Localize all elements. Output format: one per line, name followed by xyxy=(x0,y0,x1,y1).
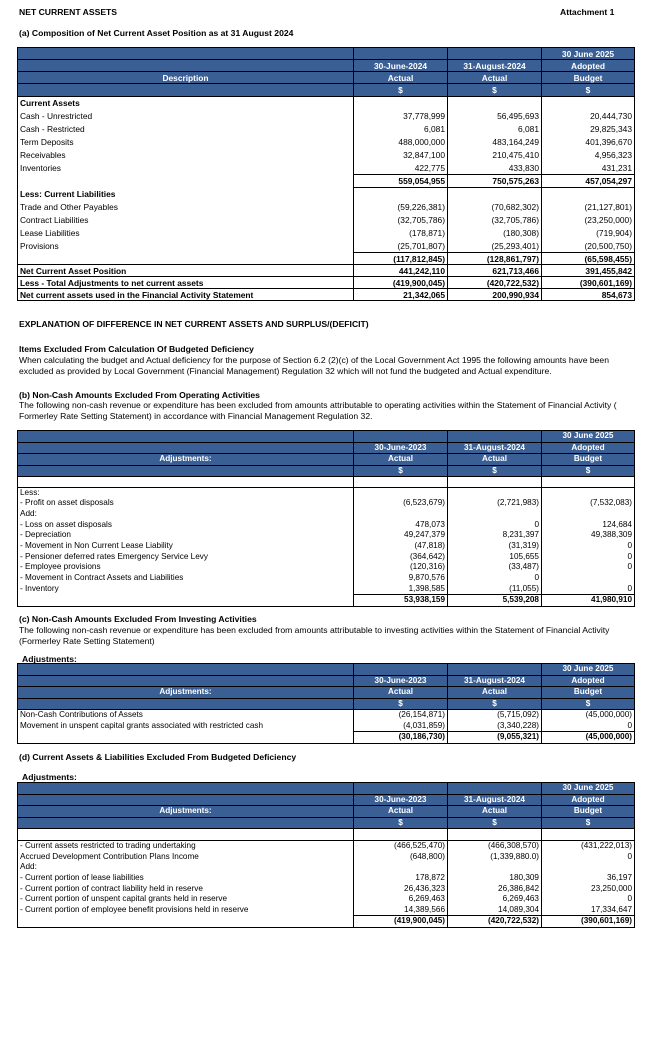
summary-row: Net Current Asset Position 441,242,110 621,713,466 391,455,842 xyxy=(18,265,635,277)
col-3-budget: Budget xyxy=(542,72,635,84)
table-row: - Profit on asset disposals (6,523,679) (2,721,983) (7,532,083) xyxy=(18,498,635,509)
operating-adjustments-table: 30 June 2025 30-June-2023 31-August-2024 Adopted Adjustments: Actual Actual Budget $ $ $ Less: - Profit on asset disposals (6,523,679) (2,721,983) (7,532,083) Add: - Loss on asset disposals 478,073 0 124,684 - Depreciation 49,247,379 8,231,397 49,388,309 - Movement in Non Current Lease Liability (47,818) (31,319) 0 - Pensioner deferred rates Emergency Service Levy (364,642) 105,655 0 - Employee provisions (120,316) (33,487) 0 - Movement in Contract Assets and Liabilities 9,870,576 0 - Inventory 1,398,585 (11,055) 0 53,938,159 5,539,208 41,980,910 xyxy=(17,430,635,607)
table-row: Cash - Unrestricted 37,778,999 56,495,693 20,444,730 xyxy=(18,110,635,123)
section-d-title: (d) Current Assets & Liabilities Excluded From Budgeted Deficiency xyxy=(19,752,297,762)
subtotal-row: 559,054,955 750,575,263 457,054,297 xyxy=(18,175,635,188)
table-row: Term Deposits 488,000,000 483,164,249 401,396,670 xyxy=(18,136,635,149)
investing-adjustments-table: 30 June 2025 30-June-2023 31-August-2024 Adopted Adjustments: Actual Actual Budget $ $ $ Non-Cash Contributions of Assets (26,154,871) (5,715,092) (45,000,000) Movement in unspent capital grants associated with restricted cash (4,031,859) (3,340,228) 0 (30,186,730) (9,055,321) (45,000,000) xyxy=(17,663,635,744)
table-row: Provisions (25,701,807) (25,293,401) (20,500,750) xyxy=(18,240,635,253)
subtotal-row: (117,812,845) (128,861,797) (65,598,455) xyxy=(18,253,635,265)
col-3-adopted: Adopted xyxy=(542,60,635,72)
table-row: - Inventory 1,398,585 (11,055) 0 xyxy=(18,584,635,595)
summary-row: Less - Total Adjustments to net current assets (419,900,045) (420,722,532) (390,601,169) xyxy=(18,277,635,289)
table-row: Cash - Restricted 6,081 6,081 29,825,343 xyxy=(18,123,635,136)
col-1-date: 30-June-2024 xyxy=(354,60,448,72)
excluded-assets-liabilities-table: 30 June 2025 30-June-2023 31-August-2024 Adopted Adjustments: Actual Actual Budget $ $ $ - Current assets restricted to trading undertaking (466,525,470) (466,308,570) (431,222,013) Accrued Development Contribution Plans Income (648,800) (1,339,880.0) 0 Add: - Current portion of lease liabilities 178,872 180,309 36,197 - Current portion of contract liability held in reserve 26,436,323 26,386,842 23,250,000 - Current portion of unspent capital grants held in reserve 6,269,463 6,269,463 0 - Current portion of employee benefit provisions held in reserve 14,389,566 14,089,304 17,334,647 (419,900,045) (420,722,532) (390,601,169) xyxy=(17,782,635,928)
page-title: NET CURRENT ASSETS xyxy=(19,7,118,17)
table-row: - Employee provisions (120,316) (33,487) 0 xyxy=(18,562,635,573)
col-3-unit: $ xyxy=(542,84,635,97)
section-b-title: (b) Non-Cash Amounts Excluded From Operating Activities xyxy=(19,390,260,400)
table-row: Trade and Other Payables (59,226,381) (70,682,302) (21,127,801) xyxy=(18,201,635,214)
explanation-heading: EXPLANATION OF DIFFERENCE IN NET CURRENT ASSETS AND SURPLUS/(DEFICIT) xyxy=(19,319,369,329)
total-row: (419,900,045) (420,722,532) (390,601,169) xyxy=(18,916,635,928)
col-2-unit: $ xyxy=(448,84,542,97)
total-row: 53,938,159 5,539,208 41,980,910 xyxy=(18,595,635,607)
summary-row: Net current assets used in the Financial Activity Statement 21,342,065 200,990,934 854,673 xyxy=(18,289,635,301)
table-row: - Current portion of employee benefit provisions held in reserve 14,389,566 14,089,304 17,334,647 xyxy=(18,905,635,916)
table-row: - Current assets restricted to trading undertaking (466,525,470) (466,308,570) (431,222,013) xyxy=(18,841,635,852)
table-row: - Movement in Contract Assets and Liabilities 9,870,576 0 xyxy=(18,573,635,584)
table-row: - Pensioner deferred rates Emergency Service Levy (364,642) 105,655 0 xyxy=(18,552,635,563)
table-row: Movement in unspent capital grants associated with restricted cash (4,031,859) (3,340,228) 0 xyxy=(18,721,635,732)
col-description: Description xyxy=(18,72,354,84)
table-row: Contract Liabilities (32,705,786) (32,705,786) (23,250,000) xyxy=(18,214,635,227)
col-2-actual: Actual xyxy=(448,72,542,84)
section-c-text: The following non-cash revenue or expenditure has been excluded from amounts attributable to investing activities within the Statement of Financial Activity (Formerley Rate Setting Statement) xyxy=(19,625,610,646)
table-row: - Loss on asset disposals 478,073 0 124,684 xyxy=(18,520,635,531)
table-row: - Current portion of unspent capital grants held in reserve 6,269,463 6,269,463 0 xyxy=(18,894,635,905)
col-2-date: 31-August-2024 xyxy=(448,60,542,72)
table-row: - Current portion of lease liabilities 178,872 180,309 36,197 xyxy=(18,873,635,884)
items-excluded-title: Items Excluded From Calculation Of Budgeted Deficiency xyxy=(19,344,254,354)
section-b-text: The following non-cash revenue or expenditure has been excluded from amounts attributable to operating activities within the Statement of Financial Activity ( Formerley Rate Setting Statement) in accordance with Financial Management Regulation 32. xyxy=(19,400,617,421)
col-budget-year: 30 June 2025 xyxy=(542,48,635,60)
row-label: Current Assets xyxy=(18,97,354,110)
attachment-label: Attachment 1 xyxy=(560,7,615,17)
table-row: Lease Liabilities (178,871) (180,308) (719,904) xyxy=(18,227,635,240)
table-row: - Movement in Non Current Lease Liability (47,818) (31,319) 0 xyxy=(18,541,635,552)
col-1-actual: Actual xyxy=(354,72,448,84)
section-c-title: (c) Non-Cash Amounts Excluded From Investing Activities xyxy=(19,614,257,624)
section-d-adjustments-label: Adjustments: xyxy=(22,772,77,782)
section-a-title: (a) Composition of Net Current Asset Position as at 31 August 2024 xyxy=(19,28,294,38)
table-row: Receivables 32,847,100 210,475,410 4,956,323 xyxy=(18,149,635,162)
total-row: (30,186,730) (9,055,321) (45,000,000) xyxy=(18,732,635,744)
table-row: Accrued Development Contribution Plans Income (648,800) (1,339,880.0) 0 xyxy=(18,852,635,863)
items-excluded-text: When calculating the budget and Actual deficiency for the purpose of Section 6.2 (2)(c) of the Local Government Act 1995 the following amounts have been excluded as provided by Local Government (Financial Management) Regulation 32 which will not fund the budgeted and Actual expenditure. xyxy=(19,355,609,376)
table-row: Non-Cash Contributions of Assets (26,154,871) (5,715,092) (45,000,000) xyxy=(18,710,635,721)
net-current-assets-table xyxy=(17,47,635,301)
section-c-adjustments-label: Adjustments: xyxy=(22,654,77,664)
table-row: - Depreciation 49,247,379 8,231,397 49,388,309 xyxy=(18,530,635,541)
col-1-unit: $ xyxy=(354,84,448,97)
table-row: Inventories 422,775 433,830 431,231 xyxy=(18,162,635,175)
table-row: - Current portion of contract liability held in reserve 26,436,323 26,386,842 23,250,000 xyxy=(18,884,635,895)
row-label: Less: Current Liabilities xyxy=(18,188,354,201)
